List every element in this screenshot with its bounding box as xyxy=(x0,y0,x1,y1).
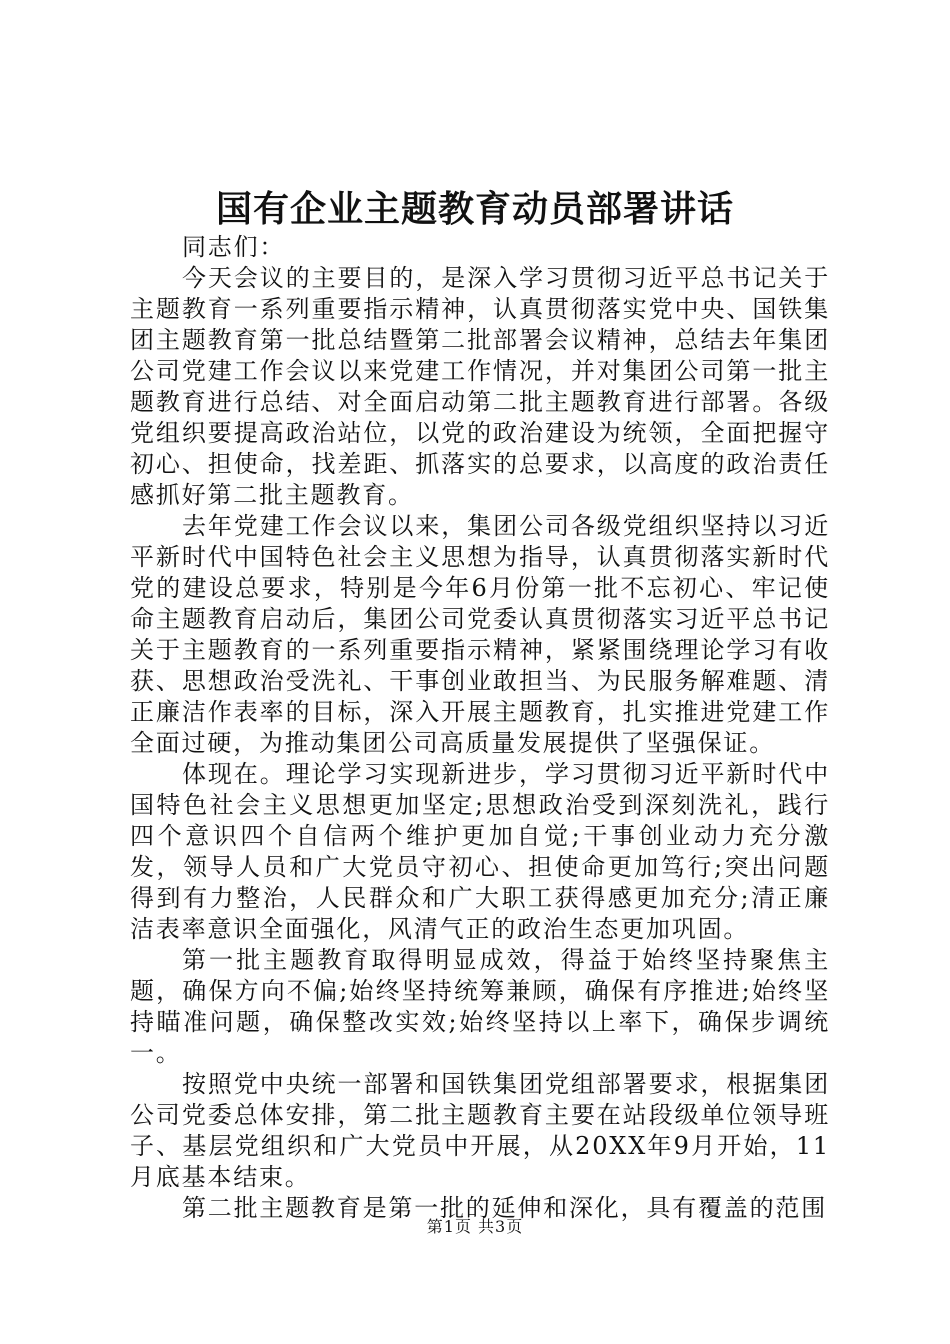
document-title: 国有企业主题教育动员部署讲话 xyxy=(215,188,734,230)
body-paragraph: 今天会议的主要目的，是深入学习贯彻习近平总书记关于主题教育一系列重要指示精神，认真贯彻落实党中央、国铁集团主题教育第一批总结暨第二批部署会议精神，总结去年集团公司党建工作会议以来党建工作情况，并对集团公司第一批主题教育进行总结、对全面启动第二批主题教育进行部署。各级党组织要提高政治站位，以党的政治建设为统领，全面把握守初心、担使命，找差距、抓落实的总要求，以高度的政治责任感抓好第二批主题教育。 xyxy=(130,264,830,509)
body-paragraph: 第二批主题教育是第一批的延伸和深化，具有覆盖的范围 xyxy=(182,1194,827,1222)
page-number-footer: 第1页 共3页 xyxy=(426,1217,524,1236)
body-paragraph: 体现在。理论学习实现新进步，学习贯彻习近平新时代中国特色社会主义思想更加坚定;思想政治受到深刻洗礼，践行四个意识四个自信两个维护更加自觉;干事创业动力充分激发，领导人员和广大党员守初心、担使命更加笃行;突出问题得到有力整治，人民群众和广大职工获得感更加充分;清正廉洁表率意识全面强化，风清气正的政治生态更加巩固。 xyxy=(130,760,830,943)
document-body xyxy=(130,232,830,1224)
body-paragraph: 按照党中央统一部署和国铁集团党组部署要求，根据集团公司党委总体安排，第二批主题教育主要在站段级单位领导班子、基层党组织和广大党员中开展，从20XX年9月开始，11月底基本结束。 xyxy=(130,1070,830,1191)
salutation: 同志们： xyxy=(182,233,286,261)
body-paragraph: 去年党建工作会议以来，集团公司各级党组织坚持以习近平新时代中国特色社会主义思想为指导，认真贯彻落实新时代党的建设总要求，特别是今年6月份第一批不忘初心、牢记使命主题教育启动后，集团公司党委认真贯彻落实习近平总书记关于主题教育的一系列重要指示精神，紧紧围绕理论学习有收获、思想政治受洗礼、干事创业敢担当、为民服务解难题、清正廉洁作表率的目标，深入开展主题教育，扎实推进党建工作全面过硬，为推动集团公司高质量发展提供了坚强保证。 xyxy=(130,512,830,757)
body-paragraph: 第一批主题教育取得明显成效，得益于始终坚持聚焦主题，确保方向不偏;始终坚持统筹兼顾，确保有序推进;始终坚持瞄准问题，确保整改实效;始终坚持以上率下，确保步调统一。 xyxy=(130,946,830,1067)
